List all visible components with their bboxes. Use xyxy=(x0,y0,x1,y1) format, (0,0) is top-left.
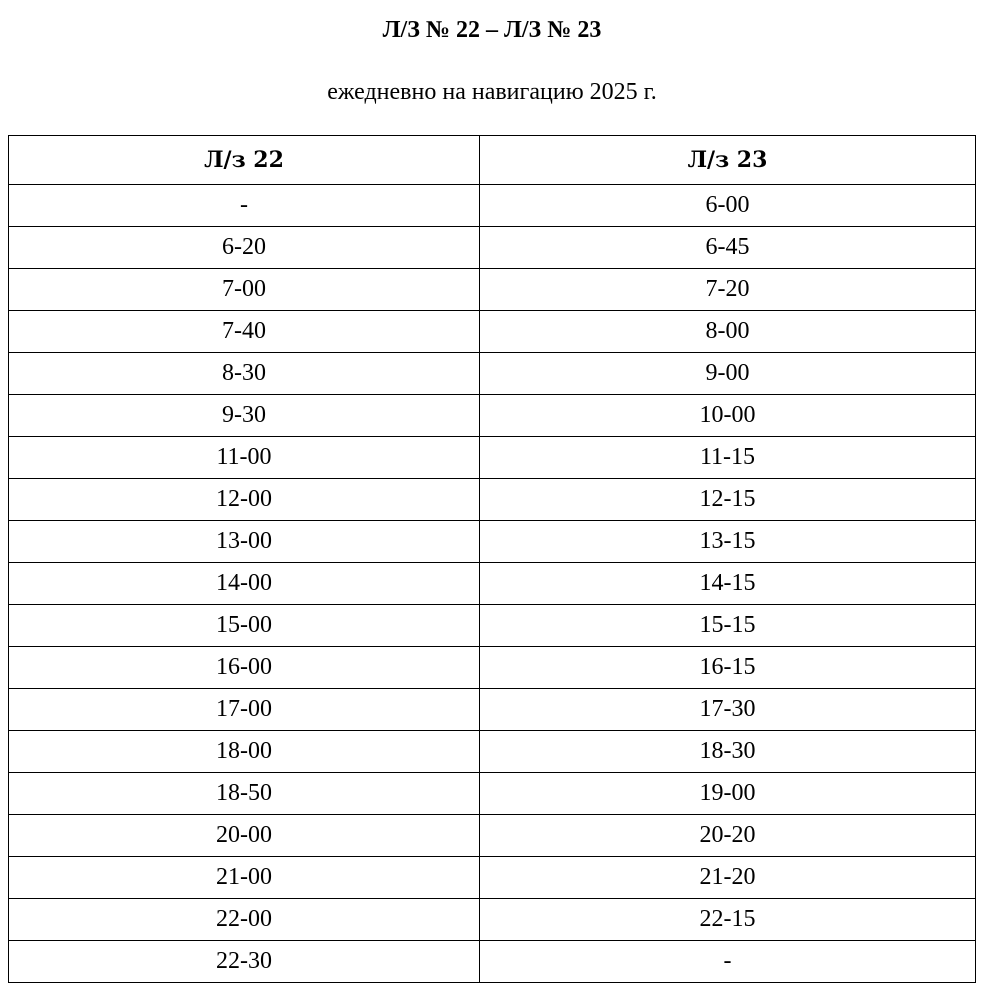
departure-time-lz22: 22-30 xyxy=(9,941,480,983)
departure-time-lz22: 11-00 xyxy=(9,437,480,479)
table-row xyxy=(9,563,976,605)
table-row xyxy=(9,689,976,731)
departure-time-lz22: 15-00 xyxy=(9,605,480,647)
table-row xyxy=(9,227,976,269)
departure-time-lz22: 13-00 xyxy=(9,521,480,563)
departure-time-lz22: 12-00 xyxy=(9,479,480,521)
table-row xyxy=(9,731,976,773)
departure-time-lz23: 14-15 xyxy=(480,563,976,605)
departure-time-lz23: - xyxy=(480,941,976,983)
page-subtitle: ежедневно на навигацию 2025 г. xyxy=(327,79,657,105)
table-row xyxy=(9,353,976,395)
column-header-lz23: Л/з 23 xyxy=(480,136,976,185)
departure-time-lz22: 7-40 xyxy=(9,311,480,353)
departure-time-lz23: 21-20 xyxy=(480,857,976,899)
table-row xyxy=(9,815,976,857)
departure-time-lz22: 17-00 xyxy=(9,689,480,731)
departure-time-lz22: 8-30 xyxy=(9,353,480,395)
column-header-lz22: Л/з 22 xyxy=(9,136,480,185)
table-row xyxy=(9,857,976,899)
departure-time-lz23: 9-00 xyxy=(480,353,976,395)
table-row xyxy=(9,941,976,983)
table-row xyxy=(9,647,976,689)
table-row xyxy=(9,899,976,941)
departure-time-lz23: 17-30 xyxy=(480,689,976,731)
table-header-row xyxy=(9,136,976,185)
table-row xyxy=(9,479,976,521)
departure-time-lz23: 11-15 xyxy=(480,437,976,479)
page-title: Л/З № 22 – Л/З № 23 xyxy=(382,17,602,43)
table-row xyxy=(9,521,976,563)
departure-time-lz22: 20-00 xyxy=(9,815,480,857)
departure-time-lz22: 16-00 xyxy=(9,647,480,689)
departure-time-lz23: 10-00 xyxy=(480,395,976,437)
departure-time-lz23: 8-00 xyxy=(480,311,976,353)
departure-time-lz23: 12-15 xyxy=(480,479,976,521)
departure-time-lz23: 7-20 xyxy=(480,269,976,311)
table-row xyxy=(9,395,976,437)
departure-time-lz23: 20-20 xyxy=(480,815,976,857)
departure-time-lz22: 18-50 xyxy=(9,773,480,815)
departure-time-lz23: 19-00 xyxy=(480,773,976,815)
schedule-body xyxy=(9,185,976,983)
departure-time-lz23: 16-15 xyxy=(480,647,976,689)
table-row xyxy=(9,269,976,311)
departure-time-lz22: - xyxy=(9,185,480,227)
departure-time-lz22: 21-00 xyxy=(9,857,480,899)
departure-time-lz22: 9-30 xyxy=(9,395,480,437)
departure-time-lz23: 13-15 xyxy=(480,521,976,563)
table-row xyxy=(9,773,976,815)
table-row xyxy=(9,311,976,353)
departure-time-lz22: 6-20 xyxy=(9,227,480,269)
departure-time-lz23: 15-15 xyxy=(480,605,976,647)
schedule-table xyxy=(8,135,976,983)
table-row xyxy=(9,437,976,479)
departure-time-lz22: 18-00 xyxy=(9,731,480,773)
departure-time-lz22: 7-00 xyxy=(9,269,480,311)
departure-time-lz23: 18-30 xyxy=(480,731,976,773)
departure-time-lz23: 22-15 xyxy=(480,899,976,941)
departure-time-lz23: 6-45 xyxy=(480,227,976,269)
table-row xyxy=(9,605,976,647)
departure-time-lz22: 14-00 xyxy=(9,563,480,605)
table-row xyxy=(9,185,976,227)
departure-time-lz23: 6-00 xyxy=(480,185,976,227)
departure-time-lz22: 22-00 xyxy=(9,899,480,941)
